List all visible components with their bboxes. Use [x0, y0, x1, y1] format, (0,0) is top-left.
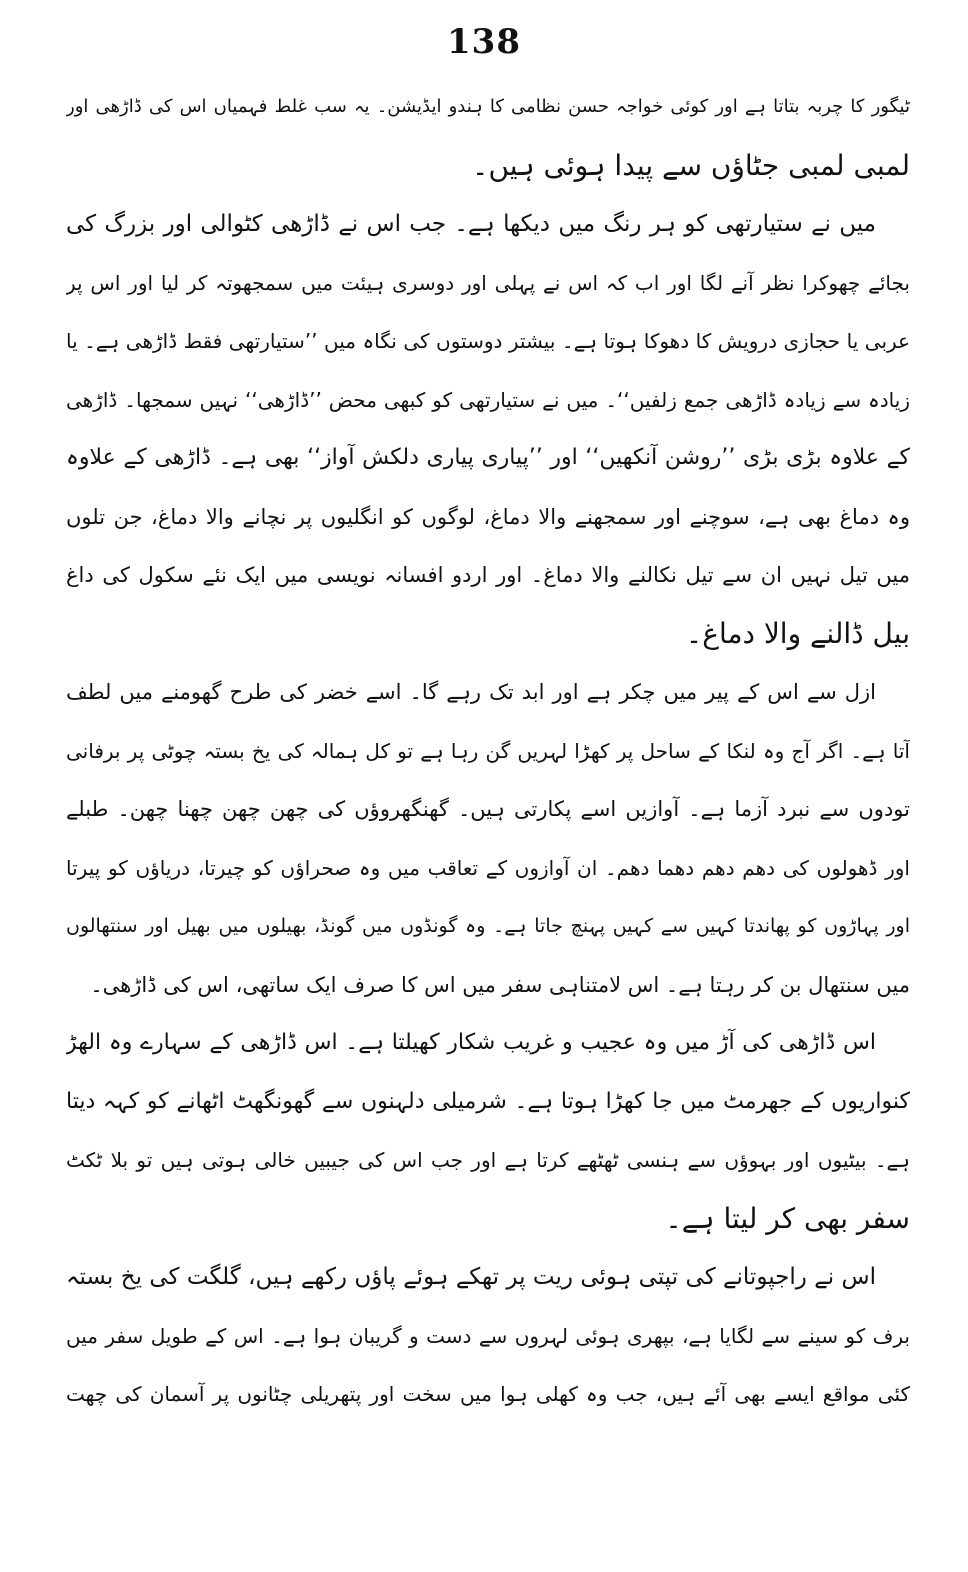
- text-line: میں نے ستیارتھی کو ہر رنگ میں دیکھا ہے۔ جب اس نے ڈاڑھی کٹوالی اور بزرگ کی: [66, 211, 876, 237]
- text-line: بیل ڈالنے والا دماغ۔: [685, 616, 910, 650]
- text-line: برف کو سینے سے لگایا ہے، بپھری ہوئی لہروں سے دست و گریبان ہوا ہے۔ اس کے طویل سفر میں: [66, 1323, 910, 1348]
- text-line: اس نے راجپوتانے کی تپتی ہوئی ریت پر تھکے ہوئے پاؤں رکھے ہیں، گلگت کی یخ بستہ: [66, 1264, 876, 1290]
- text-body: [66, 78, 910, 1424]
- paragraph-1: [66, 78, 910, 195]
- paragraph-4: [66, 1014, 910, 1248]
- text-line: آتا ہے۔ اگر آج وہ لنکا کے ساحل پر کھڑا لہریں گن رہا ہے تو کل ہمالہ کی یخ بستہ چوٹی پر برفانی: [66, 738, 910, 763]
- text-line: کنواریوں کے جھرمٹ میں جا کھڑا ہوتا ہے۔ شرمیلی دلہنوں سے گھونگھٹ اٹھانے کو کہہ دیتا: [66, 1088, 910, 1114]
- text-line: کے علاوہ بڑی بڑی ’’روشن آنکھیں‘‘ اور ’’پیاری پیاری دلکش آواز‘‘ بھی ہے۔ ڈاڑھی کے علاوہ: [66, 445, 910, 470]
- paragraph-3: [66, 663, 910, 1014]
- text-line: میں سنتھال بن کر رہتا ہے۔ اس لامتناہی سفر میں اس کا صرف ایک ساتھی، اس کی ڈاڑھی۔: [90, 972, 910, 997]
- text-line: اس ڈاڑھی کی آڑ میں وہ عجیب و غریب شکار کھیلتا ہے۔ اس ڈاڑھی کے سہارے وہ الھڑ: [66, 1030, 876, 1055]
- page-number: 138: [447, 22, 521, 62]
- paragraph-2: [66, 195, 910, 663]
- text-line: اور ڈھولوں کی دھم دھم دھما دھم۔ ان آوازوں کے تعاقب میں وہ صحراؤں کو چیرتا، دریاؤں کو پیرتا: [66, 855, 910, 880]
- text-line: ٹیگور کا چربہ بتاتا ہے اور کوئی خواجہ حسن نظامی کا ہندو ایڈیشن۔ یہ سب غلط فہمیاں اس کی ڈاڑھی اور: [66, 96, 910, 117]
- text-line: ازل سے اس کے پیر میں چکر ہے اور ابد تک رہے گا۔ اسے خضر کی طرح گھومنے میں لطف: [66, 680, 876, 704]
- text-line: ہے۔ بیٹیوں اور بہوؤں سے ہنسی ٹھٹھے کرتا ہے اور جب اس کی جیبیں خالی ہوتی ہیں تو بلا ٹکٹ: [66, 1148, 910, 1172]
- text-line: سفر بھی کر لیتا ہے۔: [665, 1201, 910, 1235]
- text-line: بجائے چھوکرا نظر آنے لگا اور اب کہ اس نے پہلی اور دوسری ہیئت میں سمجھوتہ کر لیا اور اس پر: [66, 270, 910, 295]
- text-line: لمبی لمبی جٹاؤں سے پیدا ہوئی ہیں۔: [472, 148, 910, 182]
- text-line: عربی یا حجازی درویش کا دھوکا ہوتا ہے۔ بیشتر دوستوں کی نگاہ میں ’’ستیارتھی فقط ڈاڑھی ہے۔ یا: [66, 329, 910, 353]
- text-line: اور پہاڑوں کو پھاندتا کہیں سے کہیں پہنچ جاتا ہے۔ وہ گونڈوں میں گونڈ، بھیلوں میں بھیل اور سنتھالوں: [66, 915, 910, 937]
- text-line: زیادہ سے زیادہ ڈاڑھی جمع زلفیں‘‘۔ میں نے ستیارتھی کو کبھی محض ’’ڈاڑھی‘‘ نہیں سمجھا۔ ڈاڑھی: [66, 387, 910, 412]
- paragraph-5: [66, 1248, 910, 1424]
- text-line: کئی مواقع ایسے بھی آئے ہیں، جب وہ کھلی ہوا میں سخت اور پتھریلی چٹانوں پر آسمان کی چھت: [66, 1382, 910, 1406]
- text-line: تودوں سے نبرد آزما ہے۔ آوازیں اسے پکارتی ہیں۔ گھنگھروؤں کی چھن چھن چھنا چھن۔ طبلے: [66, 797, 910, 821]
- text-line: وہ دماغ بھی ہے، سوچنے اور سمجھنے والا دماغ، لوگوں کو انگلیوں پر نچانے والا دماغ، جن تلوں: [66, 504, 910, 529]
- text-line: میں تیل نہیں ان سے تیل نکالنے والا دماغ۔ اور اردو افسانہ نویسی میں ایک نئے سکول کی داغ: [66, 563, 910, 587]
